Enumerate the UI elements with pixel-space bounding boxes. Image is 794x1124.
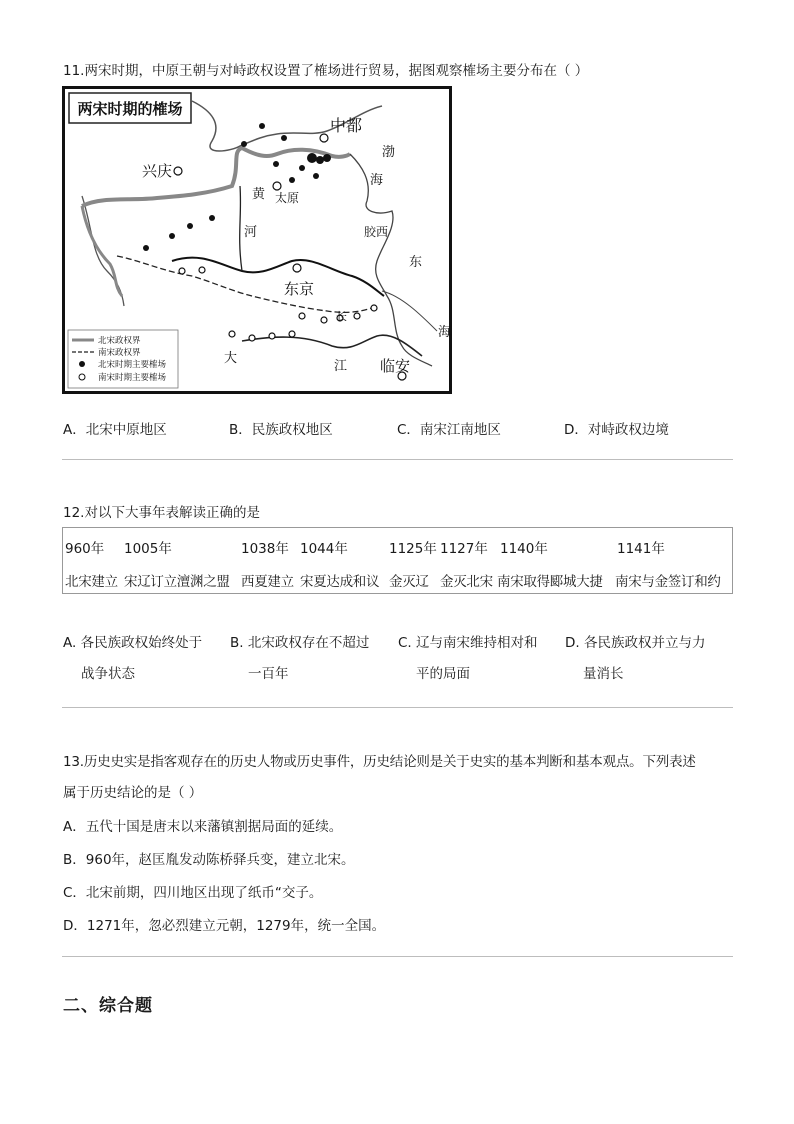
- year-1044: 1044年: [300, 541, 348, 557]
- q11-option-d[interactable]: D．对峙政权边境: [564, 422, 669, 438]
- map-label-hai-2: 海: [438, 325, 452, 340]
- map-legend: [68, 330, 178, 388]
- map-label-jiang: 江: [334, 359, 348, 374]
- map-label-dongjing: 东京: [284, 280, 315, 298]
- event-1141: 南宋与金签订和约: [615, 574, 721, 590]
- legend-southern-markets: 南宋时期主要榷场: [98, 373, 167, 383]
- q12-option-a[interactable]: A. 各民族政权始终处于 战争状态: [63, 635, 203, 682]
- map-label-bo: 渤: [382, 145, 396, 160]
- year-1125: 1125年: [389, 541, 437, 557]
- map-label-xingqing: 兴庆: [142, 162, 173, 180]
- map-label-he: 河: [244, 225, 258, 240]
- q11-option-c[interactable]: C．南宋江南地区: [397, 422, 501, 438]
- section-title: 二、综合题: [63, 996, 153, 1016]
- q11-option-b[interactable]: B．民族政权地区: [229, 422, 333, 438]
- q13-option-a[interactable]: A．五代十国是唐末以来藩镇割据局面的延续。: [63, 819, 343, 835]
- event-1125: 金灭辽: [389, 574, 429, 590]
- event-1005: 宋辽订立澶渊之盟: [124, 574, 230, 590]
- event-1038: 西夏建立: [241, 574, 294, 590]
- q13-option-c[interactable]: C．北宋前期，四川地区出现了纸币“交子。: [63, 885, 323, 901]
- map-label-huang: 黄: [252, 187, 266, 202]
- question-13-stem-line2: 属于历史结论的是（ ）: [63, 785, 203, 801]
- map-label-dong: 东: [409, 255, 423, 270]
- map-label-jiaoxi: 胶西: [364, 225, 389, 239]
- event-1044: 宋夏达成和议: [300, 574, 380, 590]
- map-label-hai-1: 海: [370, 173, 384, 188]
- divider: [62, 956, 733, 957]
- year-1005: 1005年: [124, 541, 172, 557]
- map-label-taiyuan: 太原: [275, 191, 300, 205]
- q13-option-b[interactable]: B．960年，赵匡胤发动陈桥驿兵变，建立北宋。: [63, 852, 355, 868]
- event-1140: 南宋取得郾城大捷: [497, 574, 603, 590]
- map-label-chang: 长: [336, 310, 347, 323]
- legend-northern-markets: 北宋时期主要榷场: [98, 360, 167, 370]
- year-1038: 1038年: [241, 541, 289, 557]
- q13-option-d[interactable]: D．1271年，忽必烈建立元朝，1279年，统一全国。: [63, 918, 386, 934]
- year-1141: 1141年: [617, 541, 665, 557]
- chronology-table: [62, 527, 733, 594]
- divider: [62, 459, 733, 460]
- song-dynasty-trade-map: [62, 86, 452, 394]
- question-13-stem-line1: 13.历史史实是指客观存在的历史人物或历史事件，历史结论则是关于史实的基本判断和基本观点。下列表述: [63, 754, 696, 770]
- question-12-stem: 12.对以下大事年表解读正确的是: [63, 505, 260, 521]
- q12-option-d[interactable]: D. 各民族政权并立与力 量消长: [565, 635, 706, 682]
- map-label-zhongdu: 中都: [330, 116, 363, 135]
- legend-southern-border: 南宋政权界: [98, 348, 141, 358]
- map-title: 两宋时期的榷场: [77, 100, 183, 118]
- question-11-stem: 11.两宋时期，中原王朝与对峙政权设置了榷场进行贸易，据图观察榷场主要分布在（ ）: [63, 63, 589, 79]
- legend-northern-border: 北宋政权界: [98, 336, 141, 346]
- year-1140: 1140年: [500, 541, 548, 557]
- q11-option-a[interactable]: A．北宋中原地区: [63, 422, 167, 438]
- q12-option-b[interactable]: B. 北宋政权存在不超过 一百年: [230, 635, 370, 682]
- divider: [62, 707, 733, 708]
- year-960: 960年: [65, 541, 105, 557]
- map-label-da: 大: [224, 351, 238, 366]
- year-1127: 1127年: [440, 541, 488, 557]
- event-1127: 金灭北宋: [440, 574, 493, 590]
- map-label-linan: 临安: [380, 357, 411, 375]
- q12-option-c[interactable]: C. 辽与南宋维持相对和 平的局面: [398, 635, 538, 682]
- event-960: 北宋建立: [65, 574, 118, 590]
